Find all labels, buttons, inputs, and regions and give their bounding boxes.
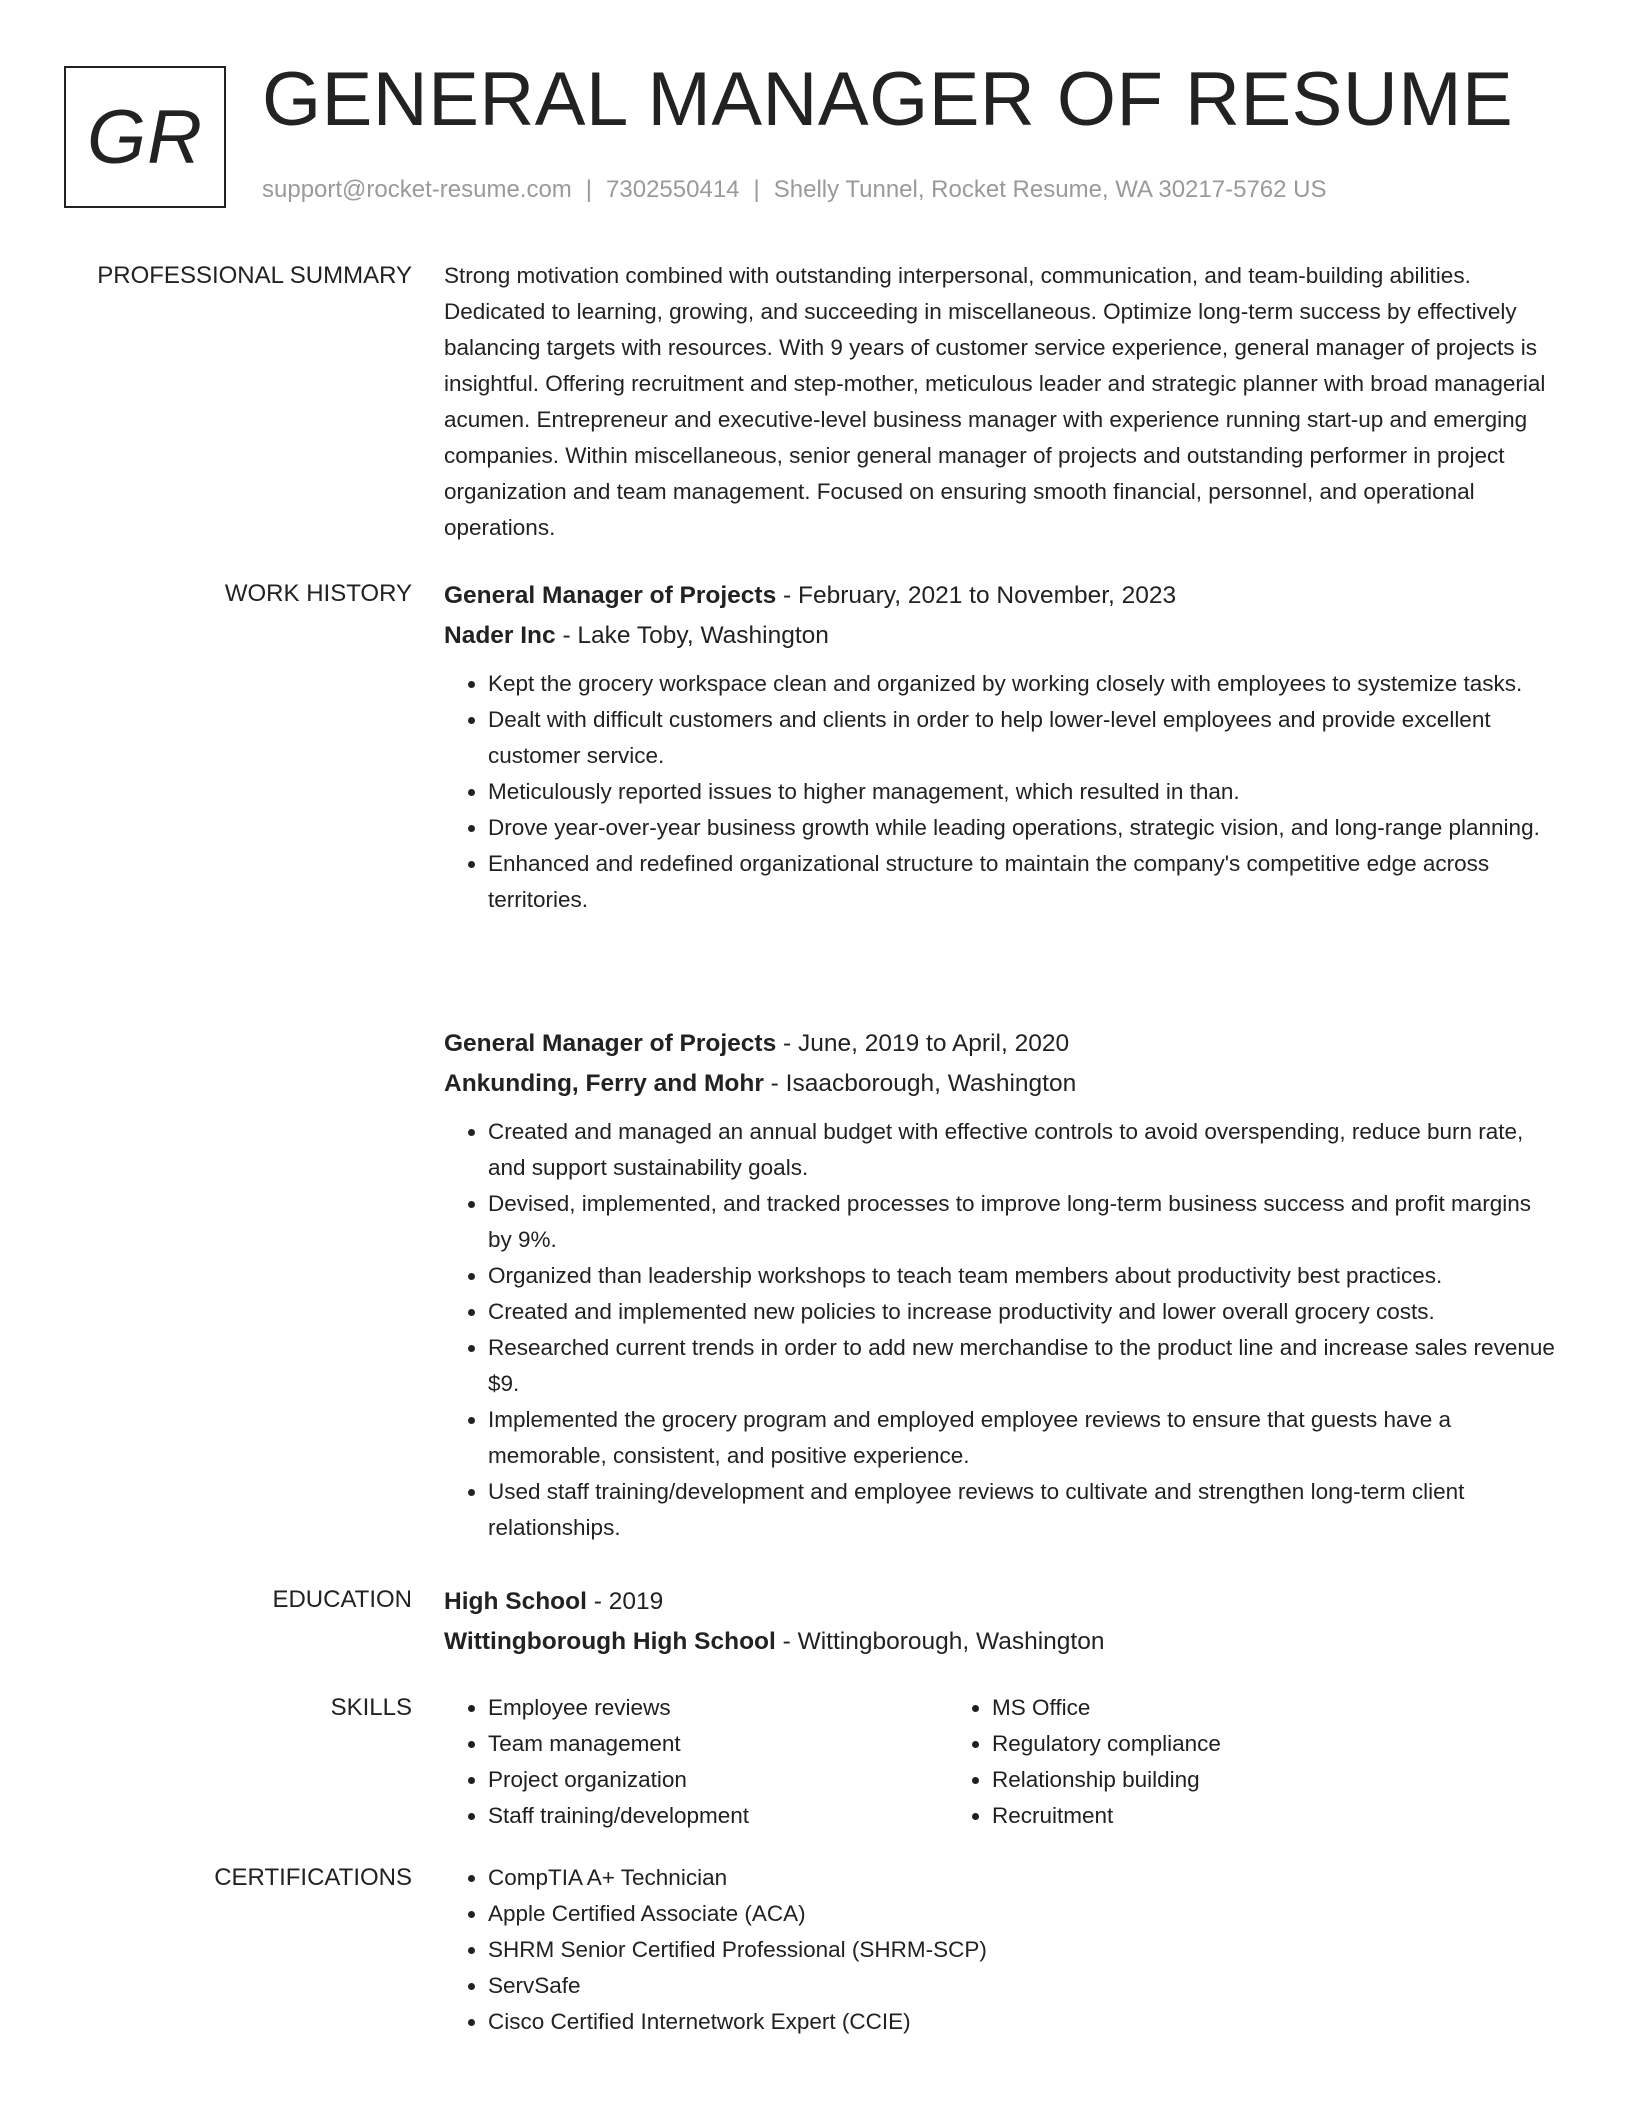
certification-item: • CompTIA A+ Technician	[488, 1860, 1560, 1896]
skill-item: • Team management	[488, 1726, 948, 1762]
job-company: Nader Inc	[444, 622, 556, 649]
education-year: - 2019	[586, 1588, 664, 1615]
job-company: Ankunding, Ferry and Mohr	[444, 1070, 764, 1097]
skills-label: SKILLS	[330, 1694, 412, 1721]
contact-separator: |	[585, 176, 593, 203]
job-bullet: • Drove year-over-year business growth while leading operations, strategic vision, and long-range planning.	[488, 810, 1560, 846]
job-dates: - June, 2019 to April, 2020	[776, 1030, 1070, 1057]
certification-item: • Apple Certified Associate (ACA)	[488, 1896, 1560, 1932]
contact-email: support@rocket-resume.com	[262, 176, 572, 203]
certification-item: • Cisco Certified Internetwork Expert (CCIE)	[488, 2004, 1560, 2040]
education-location: - Wittingborough, Washington	[775, 1628, 1105, 1655]
job-entry	[444, 576, 1560, 918]
job-entry	[444, 1024, 1560, 1546]
job-title-line	[444, 1024, 1560, 1064]
summary-label: PROFESSIONAL SUMMARY	[97, 262, 412, 289]
education-school: Wittingborough High School	[444, 1628, 776, 1655]
job-dates: - February, 2021 to November, 2023	[776, 582, 1177, 609]
skill-item: • MS Office	[992, 1690, 1508, 1726]
education-label: EDUCATION	[272, 1586, 412, 1613]
job-location: - Isaacborough, Washington	[763, 1070, 1077, 1097]
job-bullet: • Implemented the grocery program and employed employee reviews to ensure that guests have a memorable, consistent, and positive experience.	[488, 1402, 1560, 1474]
job-bullets	[444, 1114, 1560, 1546]
monogram-box	[64, 66, 226, 208]
job-bullet: • Kept the grocery workspace clean and organized by working closely with employees to systemize tasks.	[488, 666, 1560, 702]
job-bullet: • Created and managed an annual budget with effective controls to avoid overspending, reduce burn rate, and support sustainability goals.	[488, 1114, 1560, 1186]
job-bullet: • Researched current trends in order to add new merchandise to the product line and increase sales revenue $9.	[488, 1330, 1560, 1402]
contact-line	[262, 176, 1327, 204]
contact-address: Shelly Tunnel, Rocket Resume, WA 30217-5762 US	[773, 176, 1327, 203]
skills-list-left	[444, 1690, 948, 1834]
job-bullet: • Dealt with difficult customers and clients in order to help lower-level employees and provide excellent customer service.	[488, 702, 1560, 774]
education-school-line	[444, 1622, 1560, 1662]
resume-name: GENERAL MANAGER OF RESUME	[262, 57, 1514, 142]
job-bullets	[444, 666, 1560, 918]
skill-item: • Regulatory compliance	[992, 1726, 1508, 1762]
job-bullet: • Enhanced and redefined organizational structure to maintain the company's competitive edge across territories.	[488, 846, 1560, 918]
contact-separator: |	[753, 176, 760, 203]
contact-phone: 7302550414	[606, 176, 740, 203]
skill-item: • Staff training/development	[488, 1798, 948, 1834]
job-bullet: • Created and implemented new policies to increase productivity and lower overall grocery costs.	[488, 1294, 1560, 1330]
job-bullet: • Organized than leadership workshops to teach team members about productivity best practices.	[488, 1258, 1560, 1294]
job-company-line	[444, 1064, 1560, 1104]
job-title: General Manager of Projects	[444, 582, 777, 609]
monogram-initials: GR	[87, 94, 203, 180]
skill-item: • Project organization	[488, 1762, 948, 1798]
job-bullet: • Devised, implemented, and tracked processes to improve long-term business success and profit margins by 9%.	[488, 1186, 1560, 1258]
summary-text: Strong motivation combined with outstanding interpersonal, communication, and team-building abilities. Dedicated to learning, growing, and succeeding in miscellaneous. Optimize long-term success by effectively balancing targets with resources. With 9 years of customer service experience, general manager of projects is insightful. Offering recruitment and step-mother, meticulous leader and strategic planner with broad managerial acumen. Entrepreneur and executive-level business manager with experience running start-up and emerging companies. Within miscellaneous, senior general manager of projects and outstanding performer in project organization and team management. Focused on ensuring smooth financial, personnel, and operational operations.	[444, 263, 1546, 540]
skill-item: • Recruitment	[992, 1798, 1508, 1834]
education-degree-line	[444, 1582, 1560, 1622]
skills-grid	[444, 1690, 1560, 1834]
certification-item: • ServSafe	[488, 1968, 1560, 2004]
job-title: General Manager of Projects	[444, 1030, 777, 1057]
job-bullet: • Meticulously reported issues to higher management, which resulted in than.	[488, 774, 1560, 810]
job-company-line	[444, 616, 1560, 656]
job-location: - Lake Toby, Washington	[555, 622, 829, 649]
education-degree: High School	[444, 1588, 587, 1615]
job-title-line	[444, 576, 1560, 616]
work-history-label: WORK HISTORY	[224, 580, 412, 607]
skill-item: • Employee reviews	[488, 1690, 948, 1726]
certification-item: • SHRM Senior Certified Professional (SHRM-SCP)	[488, 1932, 1560, 1968]
certifications-label: CERTIFICATIONS	[214, 1864, 412, 1891]
job-bullet: • Used staff training/development and employee reviews to cultivate and strengthen long-term client relationships.	[488, 1474, 1560, 1546]
skills-list-right	[948, 1690, 1508, 1834]
certifications-list	[444, 1860, 1560, 2040]
skill-item: • Relationship building	[992, 1762, 1508, 1798]
